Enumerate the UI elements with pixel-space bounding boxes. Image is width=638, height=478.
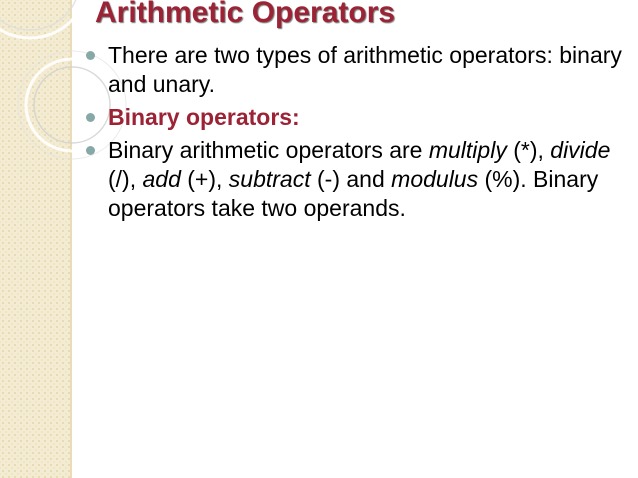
round-bullet-icon [86,113,95,122]
binary-description-text-6: (%). Binary operators take two operands. [108,166,599,221]
term-multiply: multiply [428,137,507,163]
binary-description-text-2: (*), [506,137,551,163]
binary-description-text-5: (-) and [310,166,392,192]
term-modulus: modulus [391,166,479,192]
bullet-list [84,41,624,227]
binary-description-text-4: (+), [180,166,229,192]
bullet-text-types: There are two types of arithmetic operators: binary and unary. [108,42,622,97]
term-divide: divide [550,137,611,163]
binary-operators-heading: Binary operators: [108,104,300,130]
term-subtract: subtract [228,166,311,192]
slide-title: Arithmetic Operators [95,0,396,29]
term-add: add [142,166,181,192]
side-band-edge [70,0,72,478]
bullet-item-types [84,41,624,99]
binary-description-text-1: Binary arithmetic operators are [108,137,429,163]
round-bullet-icon [86,146,95,155]
bullet-item-binary-heading [84,103,624,132]
bullet-item-binary-description [84,136,624,223]
round-bullet-icon [86,51,95,60]
decorative-side-band [0,0,72,478]
binary-description-text-3: (/), [108,166,143,192]
